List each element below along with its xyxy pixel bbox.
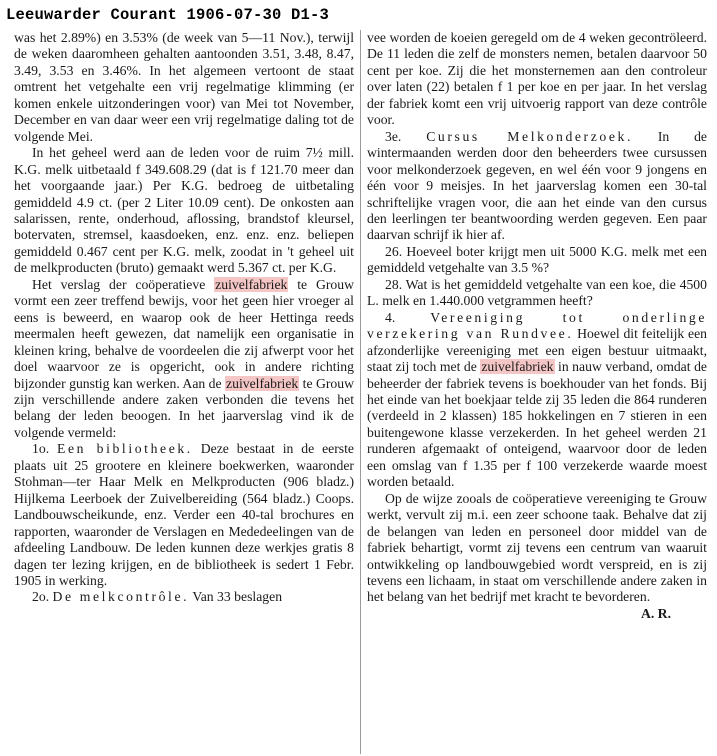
search-highlight: zuivelfabriek [226,375,299,391]
right-paragraph-insurance [367,310,707,491]
left-paragraph-library [14,441,354,589]
search-highlight: zuivelfabriek [215,276,288,292]
section-heading: Vereeniging tot onderlinge verzekering van Rundvee. [367,309,708,342]
right-paragraph-1: vee worden de koeien geregeld om de 4 weken gecontröleerd. De 11 leden die zelf de monsters nemen, betalen daarvoor 50 cent per koe. Zij die het monsternemen aan den controleur over laten (22) betalen f 1 per koe en per jaar. In het verslag der fabriek komt een vrij uitvoerig rapport van deze contrôle voor. [367,30,707,128]
text-run: Hoewel dit feitelijk een afzonderlijke vereeniging met een eigen bestuur uitmaakt, staat zij toch met de [367,326,708,375]
text-run: 2o. [32,589,53,605]
author-signature: A. R. [640,605,671,621]
text-run: Deze bestaat in de eerste plaats uit 25 grootere en kleinere boekwerken, waaronder Stohman—ter Haar Melk en Melkproducten (906 bladz.) Hijlkema Leerboek der Zuivelbereiding (564 bladz.) Coops. Landbouwscheikunde, enz. Verder een 40-tal brochures en rapporten, waaronder de Verslagen en Mededeelingen van de afdeeling Landbouw. De leden kunnen deze werkjes gratis 8 dagen ter lezing krijgen, en de bibliotheek is sedert 1 Febr. 1905 in werking. [14,441,355,588]
text-run: Van 33 beslagen [189,589,283,605]
right-paragraph-closing: Op de wijze zooals de coöperatieve vereeniging te Grouw werkt, vervult zij m.i. een zeer schoone taak. Behalve dat zij de belangen van leden en personeel door middel van de fabriek behartigt, vormt zij tevens een centrum van waaruit ontwikkeling op landbouwgebied wordt verspreid, en is zij tevens een lichaam, in staat om verschillende andere zaken in het belang van het bedrijf met kracht te bevorderen. [367,490,707,605]
section-heading: Een bibliotheek. [57,441,193,457]
left-paragraph-milkcontrol [14,589,354,605]
text-run: 1o. [32,441,58,457]
left-column [14,30,361,754]
text-run: 3e. [385,128,427,144]
left-paragraph-2: In het geheel werd aan de leden voor de ruim 7½ mill. K.G. melk uitbetaald f 349.608.29 (dat is f 121.70 meer dan het voorgaande jaar.) Per K.G. bedroeg de uitbetaling gemiddeld 4.9 ct. (per 2 Liter 10.09 cent). De onkosten aan salarissen, rente, onderhoud, aflossing, brandstof kleursel, botervaten, stremsel, kaasdoeken, enz. enz. enz. beliepen gemiddeld 0.467 cent per K.G. melk, zoodat in 't geheel uit de melkproducten (bruto) gemaakt werd 5.367 ct. per K.G. [14,145,354,276]
left-paragraph-1: was het 2.89%) en 3.53% (de week van 5—11 Nov.), terwijl de weken daaromheen gehalten aantoonden 3.51, 3.48, 8.47, 3.49, 3.53 en 3.46%. In het algemeen vertoont de staat omtrent het vetgehalte een vrij regelmatige klimming (er komen enkele uitzonderingen voor) van Mei tot November, December en van daar weer een vrij regelmatige daling tot de volgende Mei. [14,30,354,144]
section-heading: Cursus Melkonderzoek. [426,128,633,144]
right-column [367,30,707,622]
text-run: Het verslag der coöperatieve [32,276,215,292]
left-paragraph-3 [14,277,354,442]
right-question-28: 28. Wat is het gemiddeld vetgehalte van een koe, die 4500 L. melk en 1.440.000 vetgrammen heeft? [367,276,707,309]
text-run: te Grouw zijn verschillende andere zaken verbonden die tevens het belang der leden beoogen. In het jaarverslag vind ik de volgende vermeld: [14,375,354,440]
search-highlight: zuivelfabriek [481,359,554,375]
text-run: In de wintermaanden werden door den beheerders twee cursussen voor melkonderzoek gegeven, en wel één voor 9 jongens en één voor 9 meisjes. In het jaarverslag komen een 30-tal schriftelijke vragen voor, die aan het einde van den cursus den leerlingen ter beantwoording werden gegeven. Een paar daarvan schrijf ik hier af. [367,128,707,243]
right-paragraph-course [367,129,707,244]
newspaper-header: Leeuwarder Courant 1906-07-30 D1-3 [6,6,330,24]
text-run: 4. [385,309,431,325]
section-heading: De melkcontrôle. [52,589,190,605]
right-question-26: 26. Hoeveel boter krijgt men uit 5000 K.G. melk met een gemiddeld vetgehalte van 3.5 %? [367,243,707,276]
text-run: in nauw verband, omdat de beheerder der fabriek tevens is boekhouder van het fonds. Bij het einde van het boekjaar telde zij 35 leden die 864 runderen (verdeeld in 2 klassen) 185 hokkelingen en 7 stieren in een buitengewone klasse verzekerden. In het geheel werden 21 runderen afgemaakt of onteigend, waarvoor door de leden een omslag van f 1.35 per f 100 verzekerde waarde moest worden betaald. [367,359,707,490]
text-run: te Grouw vormt een zeer treffend bewijs, voor het geen hier vroeger al eens is beweerd, en waarop ook de heer Hettinga reeds meermalen heeft gewezen, dat namelijk een organisatie in kleinen kring, behalve de voordeelen die zij afwerpt voor het doel waarvoor ze is opgericht, ook in andere richting bijzonder gunstig kan werken. Aan de [14,276,354,391]
